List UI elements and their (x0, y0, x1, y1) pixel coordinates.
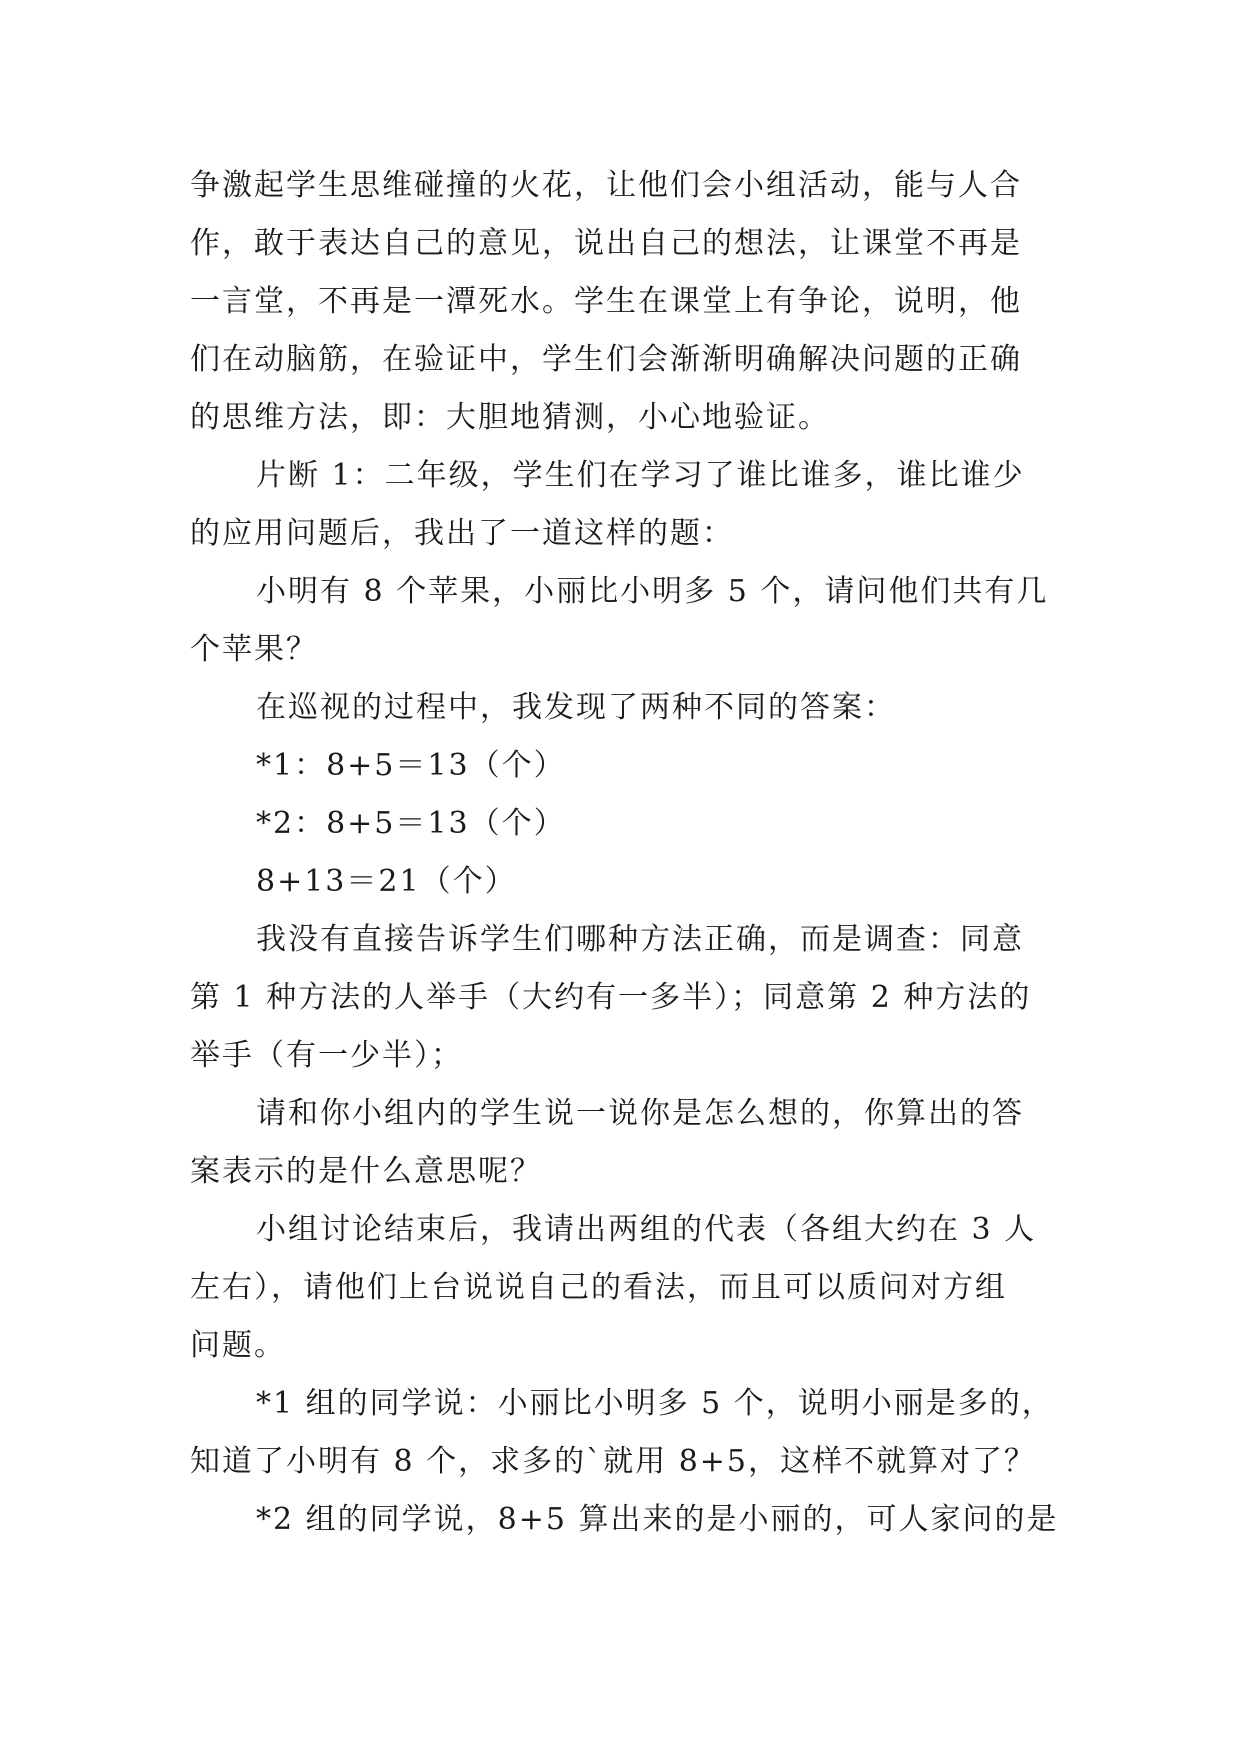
text-line: 的应用问题后，我出了一道这样的题： (190, 516, 734, 551)
text-line: 左右），请他们上台说说自己的看法，而且可以质问对方组 (190, 1270, 1007, 1305)
text-line: 小组讨论结束后，我请出两组的代表（各组大约在 3 人 (256, 1212, 1037, 1247)
text-line: 作，敢于表达自己的意见，说出自己的想法，让课堂不再是 (190, 226, 1022, 261)
text-line: 问题。 (190, 1328, 286, 1363)
text-line: 小明有 8 个苹果，小丽比小明多 5 个，请问他们共有几 (256, 574, 1049, 609)
text-line: *1：8+5＝13（个） (256, 748, 566, 783)
text-line: 争激起学生思维碰撞的火花，让他们会小组活动，能与人合 (190, 168, 1022, 203)
text-line: 知道了小明有 8 个，求多的`就用 8+5，这样不就算对了？ (190, 1444, 1037, 1479)
text-line: 请和你小组内的学生说一说你是怎么想的，你算出的答 (256, 1096, 1024, 1131)
text-line: *2 组的同学说，8+5 算出来的是小丽的，可人家问的是 (256, 1502, 1059, 1537)
text-line: 案表示的是什么意思呢？ (190, 1154, 542, 1189)
text-line: 第 1 种方法的人举手（大约有一多半）；同意第 2 种方法的 (190, 980, 1032, 1015)
document-body (190, 157, 1059, 1549)
text-line: 举手（有一少半）； (190, 1038, 463, 1073)
text-line: 的思维方法，即：大胆地猜测，小心地验证。 (190, 400, 830, 435)
text-line: 一言堂，不再是一潭死水。学生在课堂上有争论，说明，他 (190, 284, 1022, 319)
text-line: 片断 1：二年级，学生们在学习了谁比谁多，谁比谁少 (256, 458, 1025, 493)
text-line: 个苹果？ (190, 632, 318, 667)
text-line: *1 组的同学说：小丽比小明多 5 个，说明小丽是多的， (256, 1386, 1054, 1421)
text-line: 我没有直接告诉学生们哪种方法正确，而是调查：同意 (256, 922, 1024, 957)
text-line: 8+13＝21（个） (256, 864, 517, 899)
text-line: *2：8+5＝13（个） (256, 806, 566, 841)
text-line: 在巡视的过程中，我发现了两种不同的答案： (256, 690, 896, 725)
text-line: 们在动脑筋，在验证中，学生们会渐渐明确解决问题的正确 (190, 342, 1022, 377)
